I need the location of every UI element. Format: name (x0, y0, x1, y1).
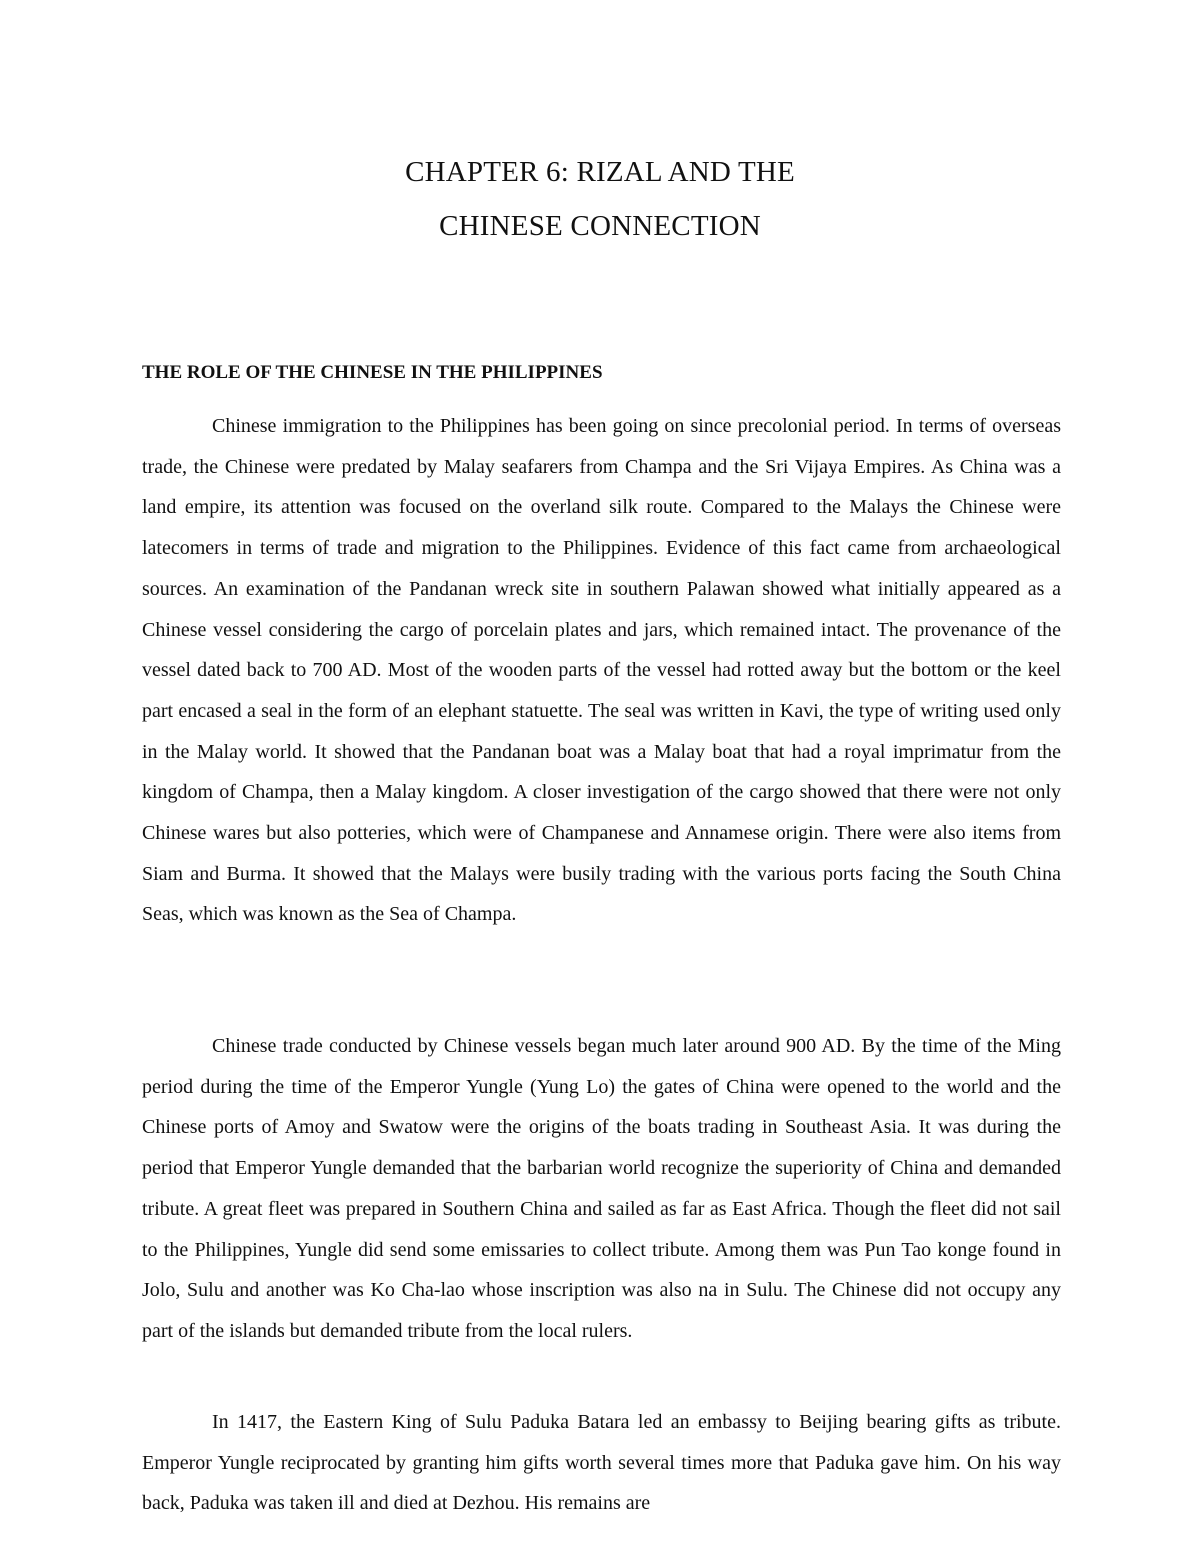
paragraph-3: In 1417, the Eastern King of Sulu Paduka Batara led an embassy to Beijing bearing gifts as tribute. Emperor Yungle reciprocated by granting him gifts worth several times more that Paduka gave him. On his way back, Paduka was taken ill and died at Dezhou. His remains are (142, 1411, 1061, 1515)
chapter-title-line-2: CHINESE CONNECTION (439, 210, 761, 242)
section-heading: THE ROLE OF THE CHINESE IN THE PHILIPPINES (142, 362, 603, 383)
paragraph-1: Chinese immigration to the Philippines has been going on since precolonial period. In terms of overseas trade, the Chinese were predated by Malay seafarers from Champa and the Sri Vijaya Empires. As China was a land empire, its attention was focused on the overland silk route. Compared to the Malays the Chinese were latecomers in terms of trade and migration to the Philippines. Evidence of this fact came from archaeological sources. An examination of the Pandanan wreck site in southern Palawan showed what initially appeared as a Chinese vessel considering the cargo of porcelain plates and jars, which remained intact. The provenance of the vessel dated back to 700 AD. Most of the wooden parts of the vessel had rotted away but the bottom or the keel part encased a seal in the form of an elephant statuette. The seal was written in Kavi, the type of writing used only in the Malay world. It showed that the Pandanan boat was a Malay boat that had a royal imprimatur from the kingdom of Champa, then a Malay kingdom. A closer investigation of the cargo showed that there were not only Chinese wares but also potteries, which were of Champanese and Annamese origin. There were also items from Siam and Burma. It showed that the Malays were busily trading with the various ports facing the South China Seas, which was known as the Sea of Champa. (142, 415, 1061, 926)
paragraph-2: Chinese trade conducted by Chinese vessels began much later around 900 AD. By the time of the Ming period during the time of the Emperor Yungle (Yung Lo) the gates of China were opened to the world and the Chinese ports of Amoy and Swatow were the origins of the boats trading in Southeast Asia. It was during the period that Emperor Yungle demanded that the barbarian world recognize the superiority of China and demanded tribute. A great fleet was prepared in Southern China and sailed as far as East Africa. Though the fleet did not sail to the Philippines, Yungle did send some emissaries to collect tribute. Among them was Pun Tao konge found in Jolo, Sulu and another was Ko Cha-lao whose inscription was also na in Sulu. The Chinese did not occupy any part of the islands but demanded tribute from the local rulers. (142, 1035, 1061, 1342)
chapter-title-line-1: CHAPTER 6: RIZAL AND THE (405, 156, 795, 188)
